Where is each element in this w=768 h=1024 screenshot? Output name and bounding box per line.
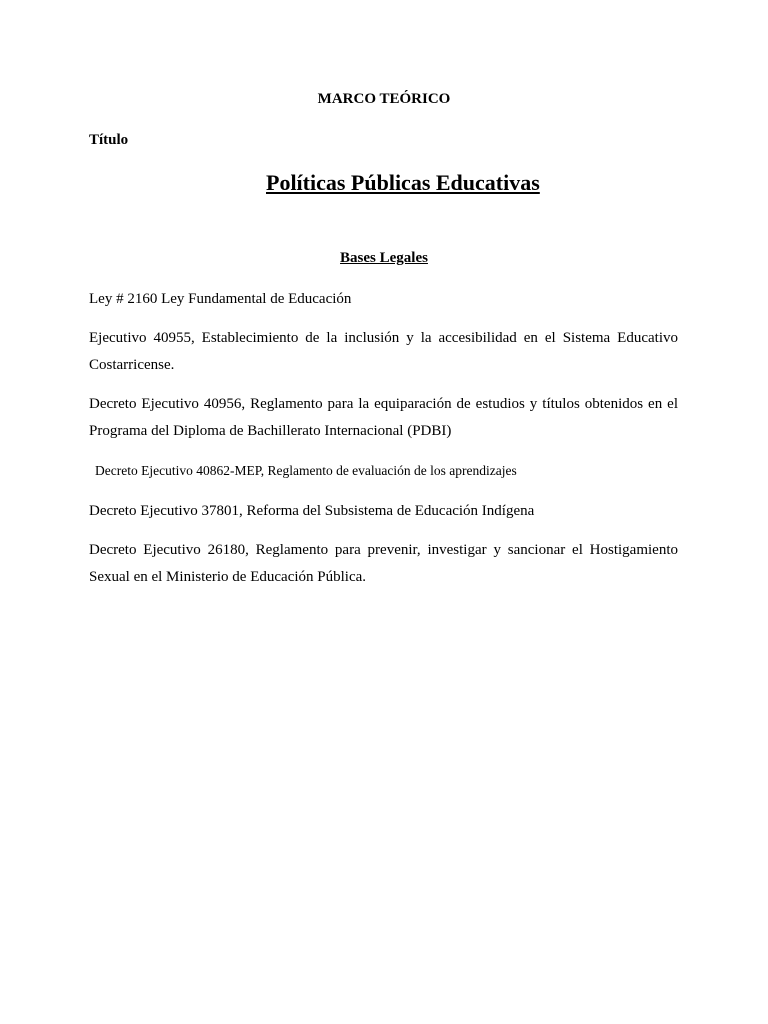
legal-item: Decreto Ejecutivo 26180, Reglamento para prevenir, investigar y sancionar el Hostigamiento Sexual en el Ministerio de Educación Pública. xyxy=(89,542,678,585)
title-label: Título xyxy=(89,132,129,148)
legal-item: Decreto Ejecutivo 37801, Reforma del Subsistema de Educación Indígena xyxy=(89,503,535,519)
document-title: Políticas Públicas Educativas xyxy=(266,170,540,195)
page-heading: MARCO TEÓRICO xyxy=(317,91,451,107)
legal-item: Ley # 2160 Ley Fundamental de Educación xyxy=(89,291,352,307)
section-heading-bases-legales: Bases Legales xyxy=(340,250,428,266)
legal-item: Decreto Ejecutivo 40956, Reglamento para la equiparación de estudios y títulos obtenidos en el Programa del Diploma de Bachillerato Internacional (PDBI) xyxy=(89,396,678,439)
legal-item: Decreto Ejecutivo 40862-MEP, Reglamento de evaluación de los aprendizajes xyxy=(95,463,517,478)
legal-item: Ejecutivo 40955, Establecimiento de la inclusión y la accesibilidad en el Sistema Educativo Costarricense. xyxy=(89,330,678,373)
